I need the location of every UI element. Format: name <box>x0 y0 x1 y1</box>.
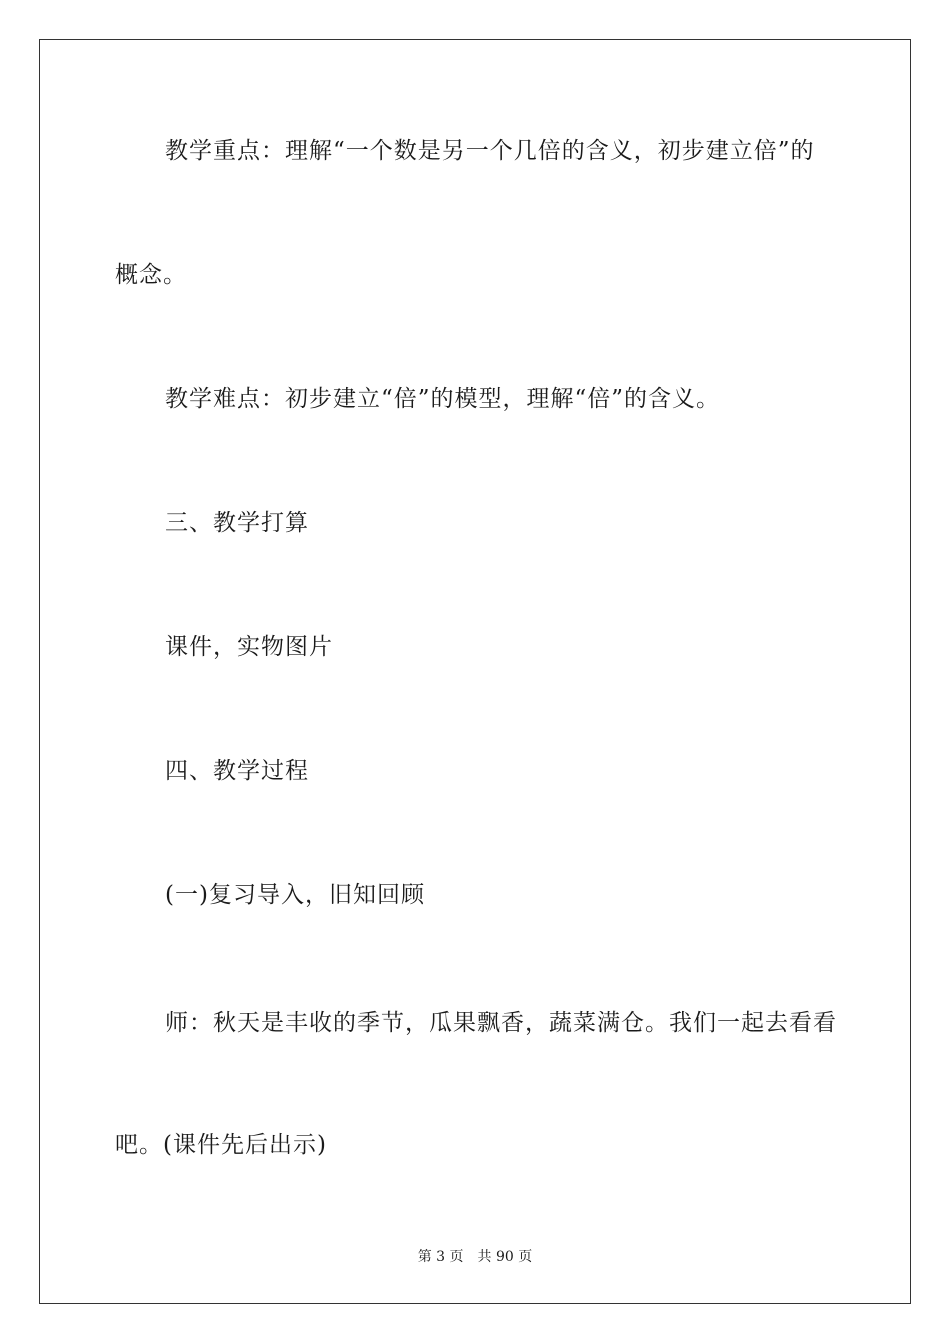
subheading-review-intro: (一)复习导入，旧知回顾 <box>165 882 425 908</box>
page-number: 第 3 页 <box>417 1249 464 1265</box>
heading-teaching-preparation: 三、教学打算 <box>165 510 309 536</box>
paragraph-teacher-line-1: 师：秋天是丰收的季节，瓜果飘香，蔬菜满仓。我们一起去看看 <box>165 1010 837 1036</box>
paragraph-teacher-line-2: 吧。(课件先后出示) <box>115 1132 327 1158</box>
paragraph-materials: 课件，实物图片 <box>165 634 333 660</box>
page-border <box>39 39 911 1304</box>
page-footer <box>0 1248 950 1266</box>
page-total: 共 90 页 <box>477 1249 533 1265</box>
paragraph-difficulties: 教学难点：初步建立“倍”的模型，理解“倍”的含义。 <box>165 386 721 412</box>
paragraph-key-points-line-2: 概念。 <box>115 262 187 288</box>
heading-teaching-process: 四、教学过程 <box>165 758 309 784</box>
paragraph-key-points-line-1: 教学重点：理解“一个数是另一个几倍的含义，初步建立倍”的 <box>165 138 815 164</box>
